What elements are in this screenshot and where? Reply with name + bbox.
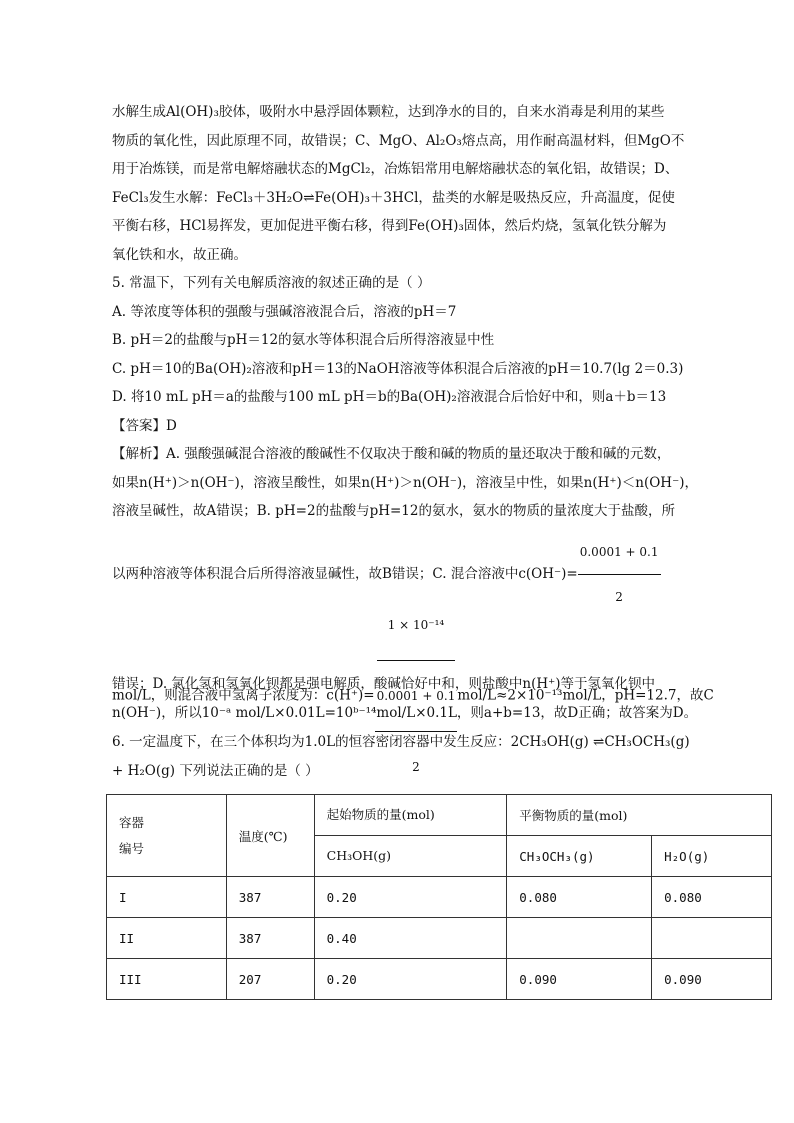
cell-h2o-eq: 0.090 xyxy=(652,959,772,1000)
explanation-line-6: 错误；D. 氯化氢和氢氧化钡都是强电解质，酸碱恰好中和，则盐酸中n(H⁺)等于氢氧化钡中 xyxy=(112,676,656,692)
cell-ch3oh-start: 0.20 xyxy=(314,877,507,918)
cell-container-id: III xyxy=(107,959,227,1000)
header-ch3och3: CH₃OCH₃(g) xyxy=(507,836,652,877)
question-6-stem-2: + H₂O(g) 下列说法正确的是（ ） xyxy=(112,763,319,779)
cell-h2o-eq xyxy=(652,918,772,959)
cell-temperature: 207 xyxy=(226,959,314,1000)
explanation-line-4-text: 以两种溶液等体积混合后所得溶液显碱性，故B错误；C. 混合溶液中c(OH⁻)= xyxy=(112,566,578,582)
cell-temperature: 387 xyxy=(226,918,314,959)
cell-ch3och3-eq: 0.080 xyxy=(507,877,652,918)
intro-line-4: FeCl₃发生水解：FeCl₃＋3H₂O⇌Fe(OH)₃＋3HCl，盐类的水解是吸热反应，升高温度，促使 xyxy=(112,190,675,206)
fraction-h-denominator: 2 xyxy=(412,760,420,774)
cell-ch3oh-start: 0.20 xyxy=(314,959,507,1000)
explanation-line-1: 【解析】A. 强酸强碱混合溶液的酸碱性不仅取决于酸和碱的物质的量还取决于酸和碱的元数， xyxy=(112,446,671,462)
explanation-line-7: n(OH⁻)，所以10⁻ᵃ mol/L×0.01L=10ᵇ⁻¹⁴mol/L×0.1L，则a+b=13，故D正确；故答案为D。 xyxy=(112,705,698,721)
question-5-option-d: D. 将10 mL pH＝a的盐酸与100 mL pH＝b的Ba(OH)₂溶液混合后恰好中和，则a＋b＝13 xyxy=(112,389,667,405)
fraction-oh-numerator: 0.0001 + 0.1 xyxy=(579,545,659,559)
cell-ch3oh-start: 0.40 xyxy=(314,918,507,959)
fraction-h-numerator-bottom: 0.0001 + 0.1 xyxy=(377,660,456,731)
intro-line-6: 氧化铁和水，故正确。 xyxy=(112,247,247,263)
question-5-option-c: C. pH＝10的Ba(OH)₂溶液和pH＝13的NaOH溶液等体积混合后溶液的pH＝10.7(lg 2＝0.3) xyxy=(112,361,684,377)
cell-h2o-eq: 0.080 xyxy=(652,877,772,918)
intro-line-5: 平衡右移，HCl易挥发，更加促进平衡右移，得到Fe(OH)₃固体，然后灼烧，氢氧化铁分解为 xyxy=(112,218,667,234)
table-row xyxy=(107,877,772,918)
question-5-stem: 5. 常温下，下列有关电解质溶液的叙述正确的是（ ） xyxy=(112,275,431,291)
table-row xyxy=(107,918,772,959)
intro-line-3: 用于冶炼镁，而是常电解熔融状态的MgCl₂，冶炼铝常用电解熔融状态的氧化铝，故错误；D、 xyxy=(112,161,679,177)
question-5-option-a: A. 等浓度等体积的强酸与强碱溶液混合后，溶液的pH＝7 xyxy=(112,304,457,320)
header-container-label: 容器 xyxy=(119,814,145,830)
header-ch3oh: CH₃OH(g) xyxy=(326,848,392,863)
header-start-amount-label: 起始物质的量(mol) xyxy=(315,795,507,836)
question-5-option-b: B. pH＝2的盐酸与pH＝12的氨水等体积混合后所得溶液显中性 xyxy=(112,332,495,348)
header-equilibrium-amount: 平衡物质的量(mol) xyxy=(507,795,772,836)
fraction-h-numerator-top: 1 × 10⁻¹⁴ xyxy=(387,618,445,632)
header-temperature: 温度(℃) xyxy=(226,795,314,877)
cell-container-id: II xyxy=(107,918,227,959)
header-container xyxy=(107,795,227,877)
cell-ch3och3-eq: 0.090 xyxy=(507,959,652,1000)
table-header-row-1 xyxy=(107,795,772,836)
fraction-oh-denominator: 2 xyxy=(615,590,623,604)
intro-line-2: 物质的氧化性，因此原理不同，故错误；C、MgO、Al₂O₃熔点高，用作耐高温材料，但MgO不 xyxy=(112,133,685,149)
header-start-amount xyxy=(314,795,507,877)
explanation-line-2: 如果n(H⁺)＞n(OH⁻)，溶液呈酸性，如果n(H⁺)＞n(OH⁻)，溶液呈中性，如果n(H⁺)＜n(OH⁻)， xyxy=(112,475,698,491)
cell-temperature: 387 xyxy=(226,877,314,918)
explanation-line-5-text-b: mol/L≈2×10⁻¹³mol/L，pH=12.7，故C xyxy=(457,687,714,704)
explanation-line-5-text-a: mol/L，则混合液中氢离子浓度为：c(H⁺)= xyxy=(112,687,375,704)
explanation-line-3: 溶液呈碱性，故A错误；B. pH=2的盐酸与pH=12的氨水，氨水的物质的量浓度大于盐酸，所 xyxy=(112,503,675,519)
header-h2o: H₂O(g) xyxy=(652,836,772,877)
explanation-line-4 xyxy=(112,530,661,604)
intro-line-1: 水解生成Al(OH)₃胶体，吸附水中悬浮固体颗粒，达到净水的目的，自来水消毒是利用的某些 xyxy=(112,104,665,120)
question-6-stem-1: 6. 一定温度下，在三个体积均为1.0L的恒容密闭容器中发生反应：2CH₃OH(g) ⇌CH₃OCH₃(g) xyxy=(112,734,690,750)
fraction-h-concentration xyxy=(375,590,458,802)
question-5-answer: 【答案】D xyxy=(112,418,177,434)
table-row xyxy=(107,959,772,1000)
cell-container-id: I xyxy=(107,877,227,918)
equilibrium-table xyxy=(106,794,772,1000)
header-number-label: 编号 xyxy=(119,840,145,856)
cell-ch3och3-eq xyxy=(507,918,652,959)
